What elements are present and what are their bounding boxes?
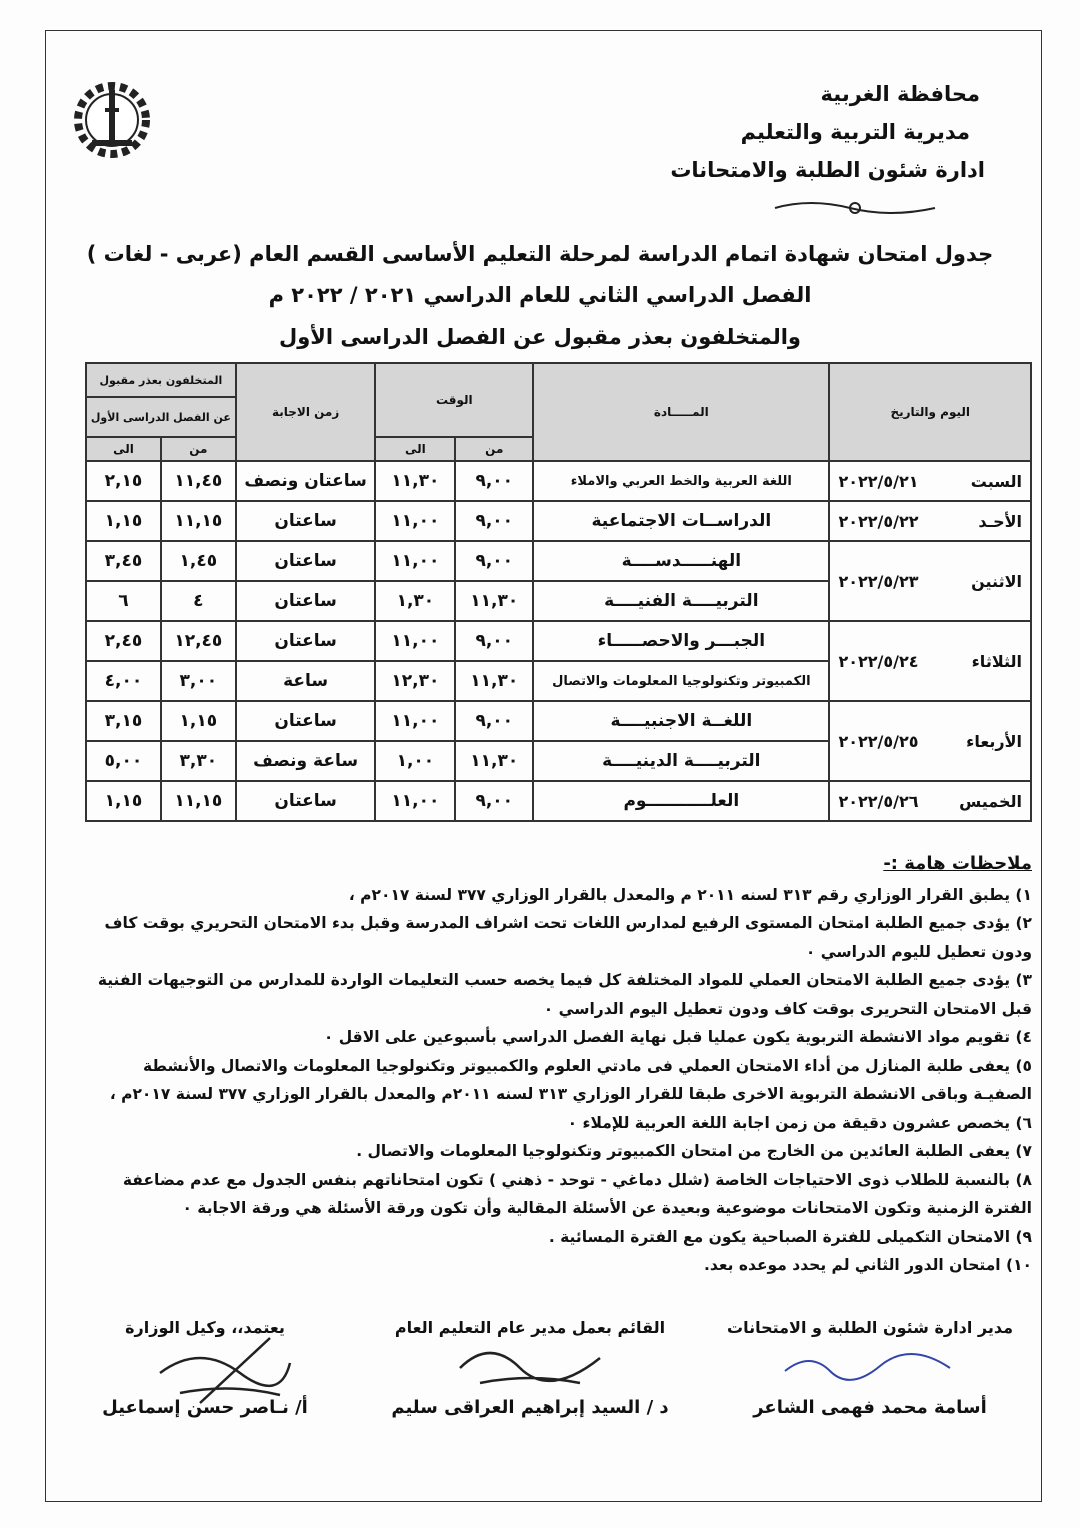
- note-line: ٦) يخصص عشرون دقيقة من زمن اجابة اللغة العربية للإملاء ٠: [567, 1113, 1032, 1132]
- late-from-cell: ١,١٥: [161, 701, 236, 741]
- day-name: الأحـد: [978, 511, 1022, 531]
- header-from: من: [455, 437, 533, 461]
- header-subject: المـــــادة: [533, 363, 829, 461]
- duration-cell: ساعتان: [236, 541, 376, 581]
- governorate-logo-icon: [72, 70, 152, 170]
- signature-title: مدير ادارة شئون الطلبة و الامتحانات: [726, 1318, 1013, 1337]
- note-line: الفترة الزمنية وتكون الامتحانات موضوعية وبعيدة عن الأسئلة المقالية وأن تكون ورقة الأسئلة هي ورقة الاجابة ٠: [182, 1199, 1032, 1217]
- to-cell: ١٢,٣٠: [375, 661, 455, 701]
- subject-cell: الدراســات الاجتماعية: [533, 501, 829, 541]
- note-line: ٤) تقويم مواد الانشطة التربوية يكون عمليا قبل نهاية الفصل الدراسي بأسبوعين على الاقل ٠: [323, 1028, 1032, 1046]
- handwritten-signature-icon: [140, 1333, 300, 1408]
- duration-cell: ساعتان: [236, 581, 376, 621]
- signature-name: أ/ نـاصر حسن إسماعيل: [102, 1397, 308, 1418]
- late-to-cell: ٣,١٥: [86, 701, 161, 741]
- from-cell: ٩,٠٠: [455, 701, 533, 741]
- day-date-cell: [829, 461, 1031, 501]
- note-line: ودون تعطيل لليوم الدراسي ٠: [805, 942, 1032, 961]
- duration-cell: ساعتان: [236, 621, 376, 661]
- day-name: الأربعاء: [966, 731, 1022, 751]
- subject-cell: التربيــــة الفنيــــة: [533, 581, 829, 621]
- duration-cell: ساعتان ونصف: [236, 461, 376, 501]
- late-to-cell: ٢,٤٥: [86, 621, 161, 661]
- note-line: ٥) يعفى طلبة المنازل من أداء الامتحان العملي فى مادتي العلوم والكمبيوتر وتكنولوجيا المعلومات والاتصال والأنشطة: [142, 1056, 1032, 1075]
- from-cell: ٩,٠٠: [455, 461, 533, 501]
- to-cell: ١١,٣٠: [375, 461, 455, 501]
- subject-cell: اللغــة الاجنبيــــة: [533, 701, 829, 741]
- table-row: [86, 461, 1031, 501]
- header-late-from: من: [161, 437, 236, 461]
- day-name: الاثنين: [971, 571, 1022, 591]
- to-cell: ١,٠٠: [375, 741, 455, 781]
- duration-cell: ساعة ونصف: [236, 741, 376, 781]
- schedule-subtitle-2: والمتخلفون بعذر مقبول عن الفصل الدراسى الأول: [279, 325, 801, 349]
- from-cell: ٩,٠٠: [455, 501, 533, 541]
- to-cell: ١١,٠٠: [375, 781, 455, 821]
- header-to: الى: [375, 437, 455, 461]
- to-cell: ١١,٠٠: [375, 541, 455, 581]
- note-line: قبل الامتحان التحريرى بوقت كاف ودون تعطيل اليوم الدراسي ٠: [543, 999, 1032, 1018]
- signature-title: يعتمد،، وكيل الوزارة: [125, 1318, 285, 1337]
- day-date-cell: [829, 781, 1031, 821]
- governorate-name: محافظة الغربية: [820, 82, 980, 106]
- late-to-cell: ٢,١٥: [86, 461, 161, 501]
- note-line: ٣) يؤدى جميع الطلبة الامتحان العملي للمواد المختلفة كل فيما يخصه حسب التعليمات الواردة للمدارس من التوجيهات الفنية: [97, 971, 1032, 989]
- from-cell: ٩,٠٠: [455, 781, 533, 821]
- exam-date: ٢٠٢٢/٥/٢٥: [838, 731, 919, 751]
- day-date-cell: [829, 621, 1031, 701]
- late-to-cell: ٣,٤٥: [86, 541, 161, 581]
- from-cell: ٩,٠٠: [455, 621, 533, 661]
- handwritten-signature-icon: [450, 1338, 610, 1393]
- late-to-cell: ٤,٠٠: [86, 661, 161, 701]
- late-from-cell: ١١,٤٥: [161, 461, 236, 501]
- table-row: [86, 501, 1031, 541]
- department-name: ادارة شئون الطلبة والامتحانات: [670, 158, 985, 182]
- note-line: الصفيـة وباقى الانشطة التربوية الاخرى طبقا للقرار الوزاري ٣١٣ لسنه ٢٠١١م والمعدل بالقرار الوزاري ٣٧٧ لسنة ٢٠١٧م ،: [109, 1085, 1032, 1103]
- late-from-cell: ١,٤٥: [161, 541, 236, 581]
- ornament-divider-icon: [770, 198, 940, 218]
- header-duration: زمن الاجابة: [236, 363, 376, 461]
- exam-date: ٢٠٢٢/٥/٢٦: [838, 791, 919, 811]
- day-date-cell: [829, 701, 1031, 781]
- note-line: ١) يطبق القرار الوزاري رقم ٣١٣ لسنه ٢٠١١ م والمعدل بالقرار الوزاري ٣٧٧ لسنة ٢٠١٧م ،: [348, 885, 1032, 904]
- late-from-cell: ٣,٠٠: [161, 661, 236, 701]
- table-row: [86, 541, 1031, 581]
- handwritten-signature-icon: [780, 1346, 960, 1386]
- subject-cell: الهنـــــدســــة: [533, 541, 829, 581]
- exam-date: ٢٠٢٢/٥/٢٣: [838, 571, 919, 591]
- exam-date: ٢٠٢٢/٥/٢٤: [838, 651, 919, 671]
- signature-block-department: [720, 1318, 1020, 1418]
- late-to-cell: ٥,٠٠: [86, 741, 161, 781]
- duration-cell: ساعة: [236, 661, 376, 701]
- header-day-date: اليوم والتاريخ: [829, 363, 1031, 461]
- subject-cell: اللغة العربية والخط العربي والاملاء: [533, 461, 829, 501]
- header-time: الوقت: [375, 363, 533, 437]
- signature-title: القائم بعمل مدير عام التعليم العام: [394, 1318, 666, 1337]
- late-from-cell: ٣,٣٠: [161, 741, 236, 781]
- table-row: [86, 701, 1031, 741]
- late-to-cell: ١,١٥: [86, 501, 161, 541]
- exam-date: ٢٠٢٢/٥/٢٢: [838, 511, 919, 531]
- table-row: [86, 621, 1031, 661]
- header-late: المتخلفون بعذر مقبول: [86, 363, 236, 397]
- late-from-cell: ١١,١٥: [161, 501, 236, 541]
- header-late-to: الى: [86, 437, 161, 461]
- to-cell: ١١,٠٠: [375, 701, 455, 741]
- schedule-title: جدول امتحان شهادة اتمام الدراسة لمرحلة التعليم الأساسى القسم العام (عربى - لغات ): [86, 242, 994, 266]
- to-cell: ١,٣٠: [375, 581, 455, 621]
- signature-block-undersecretary: [60, 1318, 350, 1418]
- header-late-sub: عن الفصل الدراسى الأول: [86, 397, 236, 437]
- from-cell: ١١,٣٠: [455, 581, 533, 621]
- signature-name: أسامة محمد فهمى الشاعر: [753, 1397, 987, 1418]
- day-name: الثلاثاء: [971, 651, 1022, 671]
- subject-cell: التربيــــة الدينيــــة: [533, 741, 829, 781]
- schedule-subtitle: الفصل الدراسي الثاني للعام الدراسي ٢٠٢١ / ٢٠٢٢ م: [268, 283, 812, 307]
- notes-title: ملاحظات هامة :-: [883, 853, 1032, 874]
- note-line: ١٠) امتحان الدور الثاني لم يحدد موعده بعد.: [704, 1256, 1032, 1274]
- duration-cell: ساعتان: [236, 701, 376, 741]
- late-from-cell: ١٢,٤٥: [161, 621, 236, 661]
- duration-cell: ساعتان: [236, 501, 376, 541]
- exam-date: ٢٠٢٢/٥/٢١: [838, 471, 919, 491]
- from-cell: ١١,٣٠: [455, 741, 533, 781]
- note-line: ٨) بالنسبة للطلاب ذوى الاحتياجات الخاصة (شلل دماغي - توحد - ذهني ) تكون امتحاناتهم بنفس الجدول مع عدم مضاعفة: [122, 1170, 1032, 1189]
- note-line: ٧) يعفى الطلبة العائدين من الخارج من امتحان الكمبيوتر وتكنولوجيا المعلومات والاتصال .: [356, 1142, 1032, 1160]
- note-line: ٩) الامتحان التكميلى للفترة الصباحية يكون مع الفترة المسائية .: [548, 1227, 1032, 1246]
- table-row: [86, 781, 1031, 821]
- to-cell: ١١,٠٠: [375, 621, 455, 661]
- subject-cell: الجبـــر والاحصـــــاء: [533, 621, 829, 661]
- day-date-cell: [829, 541, 1031, 621]
- late-from-cell: ٤: [161, 581, 236, 621]
- day-name: السبت: [970, 471, 1022, 491]
- directorate-name: مديرية التربية والتعليم: [740, 120, 970, 144]
- from-cell: ١١,٣٠: [455, 661, 533, 701]
- exam-schedule-table: [85, 362, 1032, 822]
- late-to-cell: ١,١٥: [86, 781, 161, 821]
- important-notes: [60, 850, 1032, 1280]
- day-name: الخميس: [959, 791, 1022, 811]
- subject-cell: الكمبيوتر وتكنولوجيا المعلومات والاتصال: [533, 661, 829, 701]
- signature-block-general-education: [380, 1318, 680, 1418]
- duration-cell: ساعتان: [236, 781, 376, 821]
- day-date-cell: [829, 501, 1031, 541]
- signature-name: د / السيد إبراهيم العراقى سليم: [391, 1397, 669, 1418]
- to-cell: ١١,٠٠: [375, 501, 455, 541]
- note-line: ٢) يؤدى جميع الطلبة امتحان المستوى الرفيع لمدارس اللغات تحت اشراف المدرسة وقبل بدء الامتحان التحريري بوقت كاف: [104, 914, 1032, 932]
- late-from-cell: ١١,١٥: [161, 781, 236, 821]
- from-cell: ٩,٠٠: [455, 541, 533, 581]
- subject-cell: العلـــــــــــوم: [533, 781, 829, 821]
- late-to-cell: ٦: [86, 581, 161, 621]
